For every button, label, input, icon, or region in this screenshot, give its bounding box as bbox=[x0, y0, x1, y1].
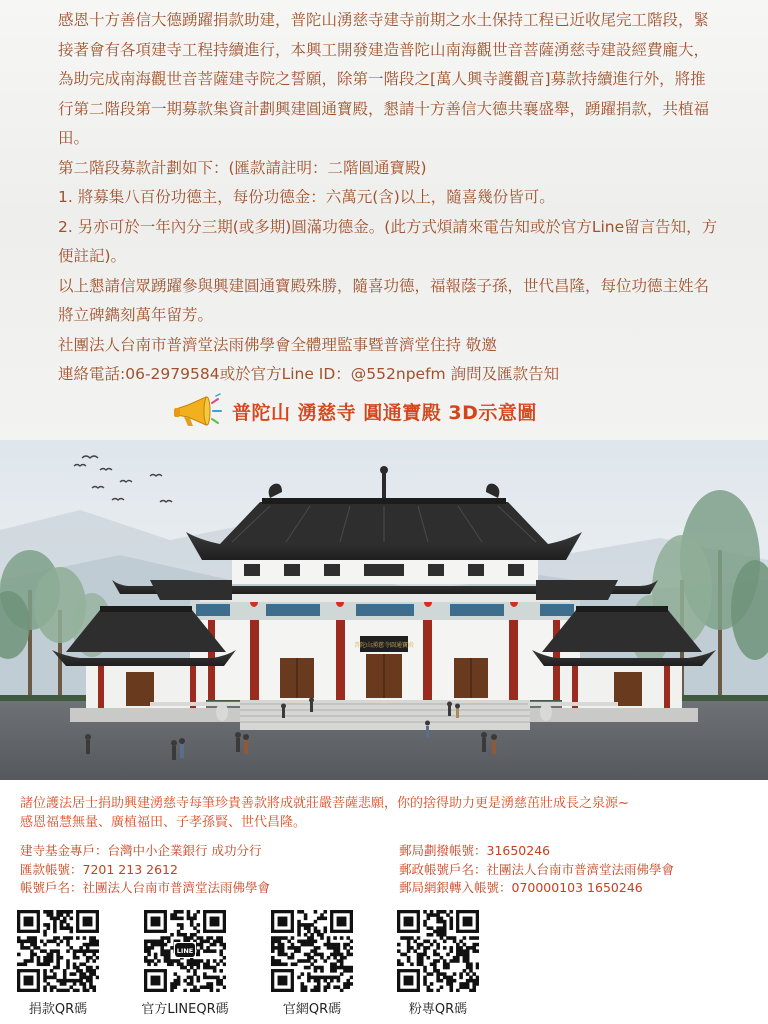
bank-account-number: 匯款帳號：7201 213 2612 bbox=[20, 861, 178, 877]
qr-line-caption: 官方LINEQR碼 bbox=[141, 1002, 229, 1017]
bank-account-info bbox=[20, 842, 270, 898]
postal-transfer-number: 郵局劃撥帳號：31650246 bbox=[399, 843, 551, 858]
appeal-text bbox=[20, 794, 760, 832]
qr-code-row bbox=[0, 910, 768, 1020]
bank-account-name: 帳號戶名：社團法人台南市普濟堂法雨佛學會 bbox=[20, 880, 271, 895]
postal-account-info bbox=[399, 842, 674, 898]
line-badge-text: LINE bbox=[176, 947, 194, 955]
invitation-line: 社團法人台南市普濟堂法雨佛學會全體理監事暨普濟堂住持 敬邀 bbox=[58, 335, 497, 354]
qr-code-icon bbox=[271, 910, 353, 992]
donation-info-section bbox=[0, 780, 768, 1024]
temple-3d-render bbox=[0, 440, 768, 780]
qr-line-official[interactable] bbox=[125, 910, 245, 1017]
megaphone-icon bbox=[172, 393, 224, 429]
announcement-section bbox=[0, 0, 768, 440]
temple-sign-text: 普陀山湧慈寺圓通寶殿 bbox=[353, 642, 415, 649]
qr-fanpage[interactable] bbox=[378, 910, 498, 1017]
appeal-line-2: 感恩福慧無量、廣植福田、子孝孫賢、世代昌隆。 bbox=[20, 815, 307, 830]
plan-item-1: 1. 將募集八百份功德主，每份功德金：六萬元(含)以上，隨喜幾份皆可。 bbox=[58, 188, 555, 206]
postal-account-name: 郵政帳號戶名：社團法人台南市普濟堂法雨佛學會 bbox=[399, 861, 675, 877]
qr-code-icon bbox=[144, 910, 226, 992]
qr-website-caption: 官網QR碼 bbox=[282, 1002, 342, 1017]
postal-online-transfer: 郵局網銀轉入帳號：070000103 1650246 bbox=[399, 880, 643, 895]
qr-website[interactable] bbox=[252, 910, 372, 1017]
intro-paragraph: 感恩十方善信大德踴躍捐款助建，普陀山湧慈寺建寺前期之水土保持工程已近收尾完工階段，緊接著會有各項建寺工程持續進行，本興工開發建造普陀山南海觀世音菩薩湧慈寺建設經費龐大，為助完成南海觀世音菩薩建寺院之誓願，除第一階段之[萬人興寺護觀音]募款持續進行外，將推行第二階段第一期募款集資計劃興建圓通寶殿，懇請十方善信大德共襄盛舉，踴躍捐款，共植福田。 bbox=[58, 11, 710, 147]
contact-line: 連絡電話:06-2979584或於官方Line ID：@552npefm 詢問及匯款告知 bbox=[58, 365, 560, 383]
qr-code-icon bbox=[17, 910, 99, 992]
render-headline bbox=[172, 393, 537, 429]
qr-donation[interactable] bbox=[0, 910, 118, 1017]
plan-item-2: 2. 另亦可於一年內分三期(或多期)圓滿功德金。(此方式煩請來電告知或於官方Line留言告知，方便註記)。 bbox=[58, 217, 718, 265]
closing-paragraph: 以上懇請信眾踴躍參與興建圓通寶殿殊勝，隨喜功德，福報蔭子孫，世代昌隆，每位功德主姓名將立碑鐫刻萬年留芳。 bbox=[58, 276, 710, 324]
appeal-line-1: 諸位護法居士捐助興建湧慈寺每筆珍貴善款將成就莊嚴菩薩悲願，你的捨得助力更是湧慈茁壯成長之泉源~ bbox=[20, 796, 629, 811]
plan-heading: 第二階段募款計劃如下：(匯款請註明：二階圓通寶殿) bbox=[58, 158, 427, 177]
qr-code-icon bbox=[397, 910, 479, 992]
render-title: 普陀山 湧慈寺 圓通寶殿 3D示意圖 bbox=[232, 401, 537, 424]
announcement-body bbox=[58, 6, 718, 390]
temple-illustration bbox=[0, 440, 768, 780]
bank-fund-line: 建寺基金專戶：台灣中小企業銀行 成功分行 bbox=[20, 843, 262, 858]
qr-fanpage-caption: 粉專QR碼 bbox=[408, 1002, 468, 1017]
qr-donation-caption: 捐款QR碼 bbox=[28, 1002, 88, 1017]
